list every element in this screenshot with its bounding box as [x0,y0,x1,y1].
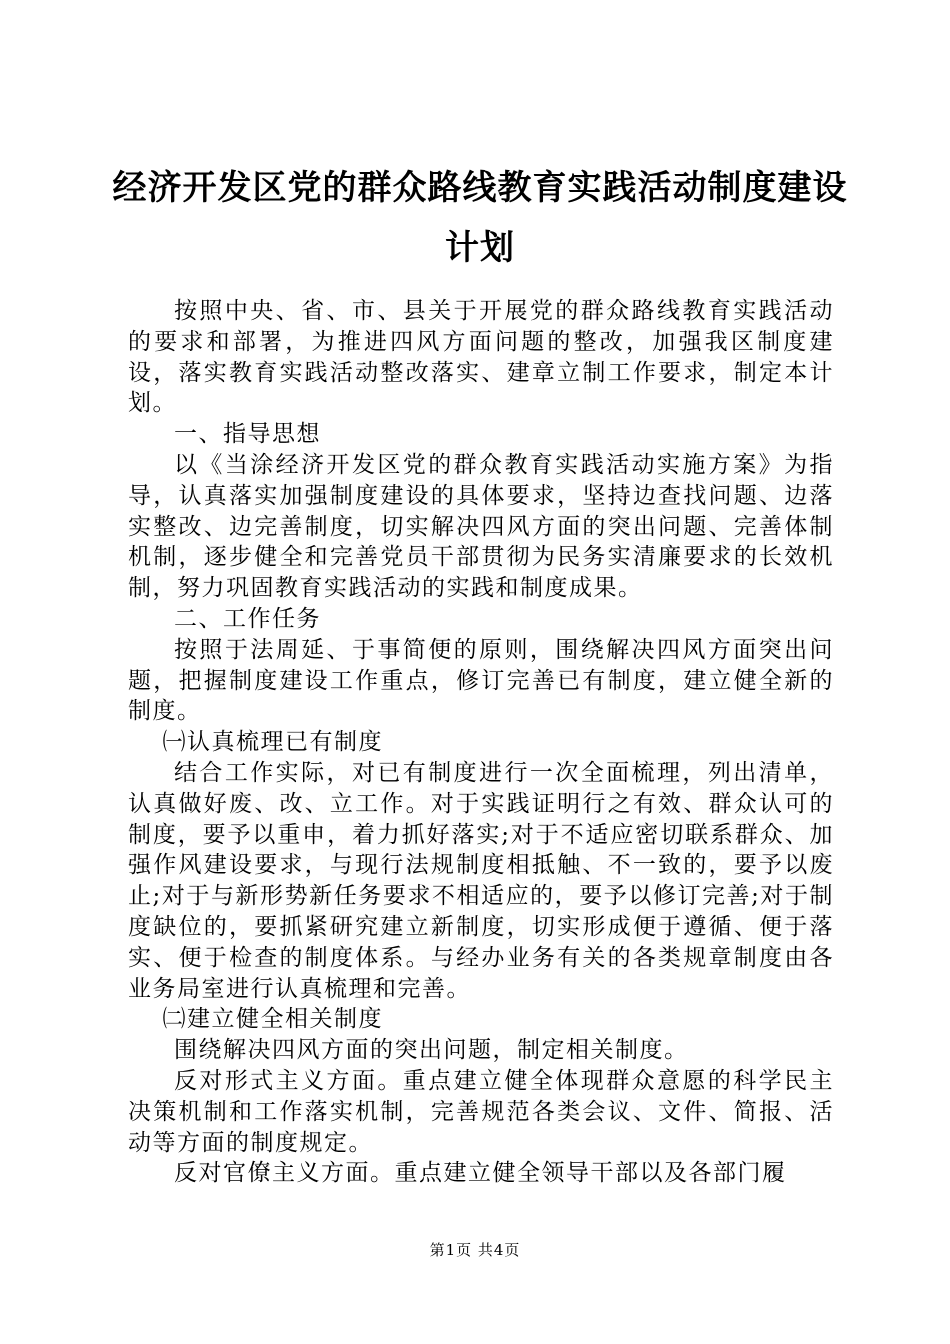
subsection-heading-establish-systems: ㈡建立健全相关制度 [162,1006,383,1033]
subsection-heading-review-existing: ㈠认真梳理已有制度 [162,729,383,756]
document-body [128,296,834,1189]
anti-formalism-paragraph: 反对形式主义方面。重点建立健全体现群众意愿的科学民主决策机制和工作落实机制，完善规范各类会议、文件、简报、活动等方面的制度规定。 [128,1067,834,1156]
intro-paragraph: 按照中央、省、市、县关于开展党的群众路线教育实践活动的要求和部署，为推进四风方面问题的整改，加强我区制度建设，落实教育实践活动整改落实、建章立制工作要求，制定本计划。 [128,298,834,417]
page-number: 第1页 共4页 [429,1241,521,1259]
establish-systems-paragraph: 围绕解决四风方面的突出问题，制定相关制度。 [174,1037,689,1064]
guiding-ideology-paragraph: 以《当涂经济开发区党的群众教育实践活动实施方案》为指导，认真落实加强制度建设的具体要求，坚持边查找问题、边落实整改、边完善制度，切实解决四风方面的突出问题、完善体制机制，逐步健全和完善党员干部贯彻为民务实清廉要求的长效机制，努力巩固教育实践活动的实践和制度成果。 [128,451,834,602]
section-heading-guiding-ideology: 一、指导思想 [174,421,321,448]
review-existing-paragraph: 结合工作实际，对已有制度进行一次全面梳理，列出清单，认真做好废、改、立工作。对于实践证明行之有效、群众认可的制度，要予以重申，着力抓好落实;对于不适应密切联系群众、加强作风建设要求，与现行法规制度相抵触、不一致的，要予以废止;对于与新形势新任务要求不相适应的，要予以修订完善;对于制度缺位的，要抓紧研究建立新制度，切实形成便于遵循、便于落实、便于检查的制度体系。与经办业务有关的各类规章制度由各业务局室进行认真梳理和完善。 [128,759,834,1002]
section-heading-work-tasks: 二、工作任务 [174,605,321,632]
document-title: 经济开发区党的群众路线教育实践活动制度建设计划 [112,168,848,268]
anti-bureaucratism-paragraph: 反对官僚主义方面。重点建立健全领导干部以及各部门履 [174,1160,787,1187]
work-tasks-paragraph: 按照于法周延、于事简便的原则，围绕解决四风方面突出问题，把握制度建设工作重点，修订完善已有制度，建立健全新的制度。 [128,636,834,725]
